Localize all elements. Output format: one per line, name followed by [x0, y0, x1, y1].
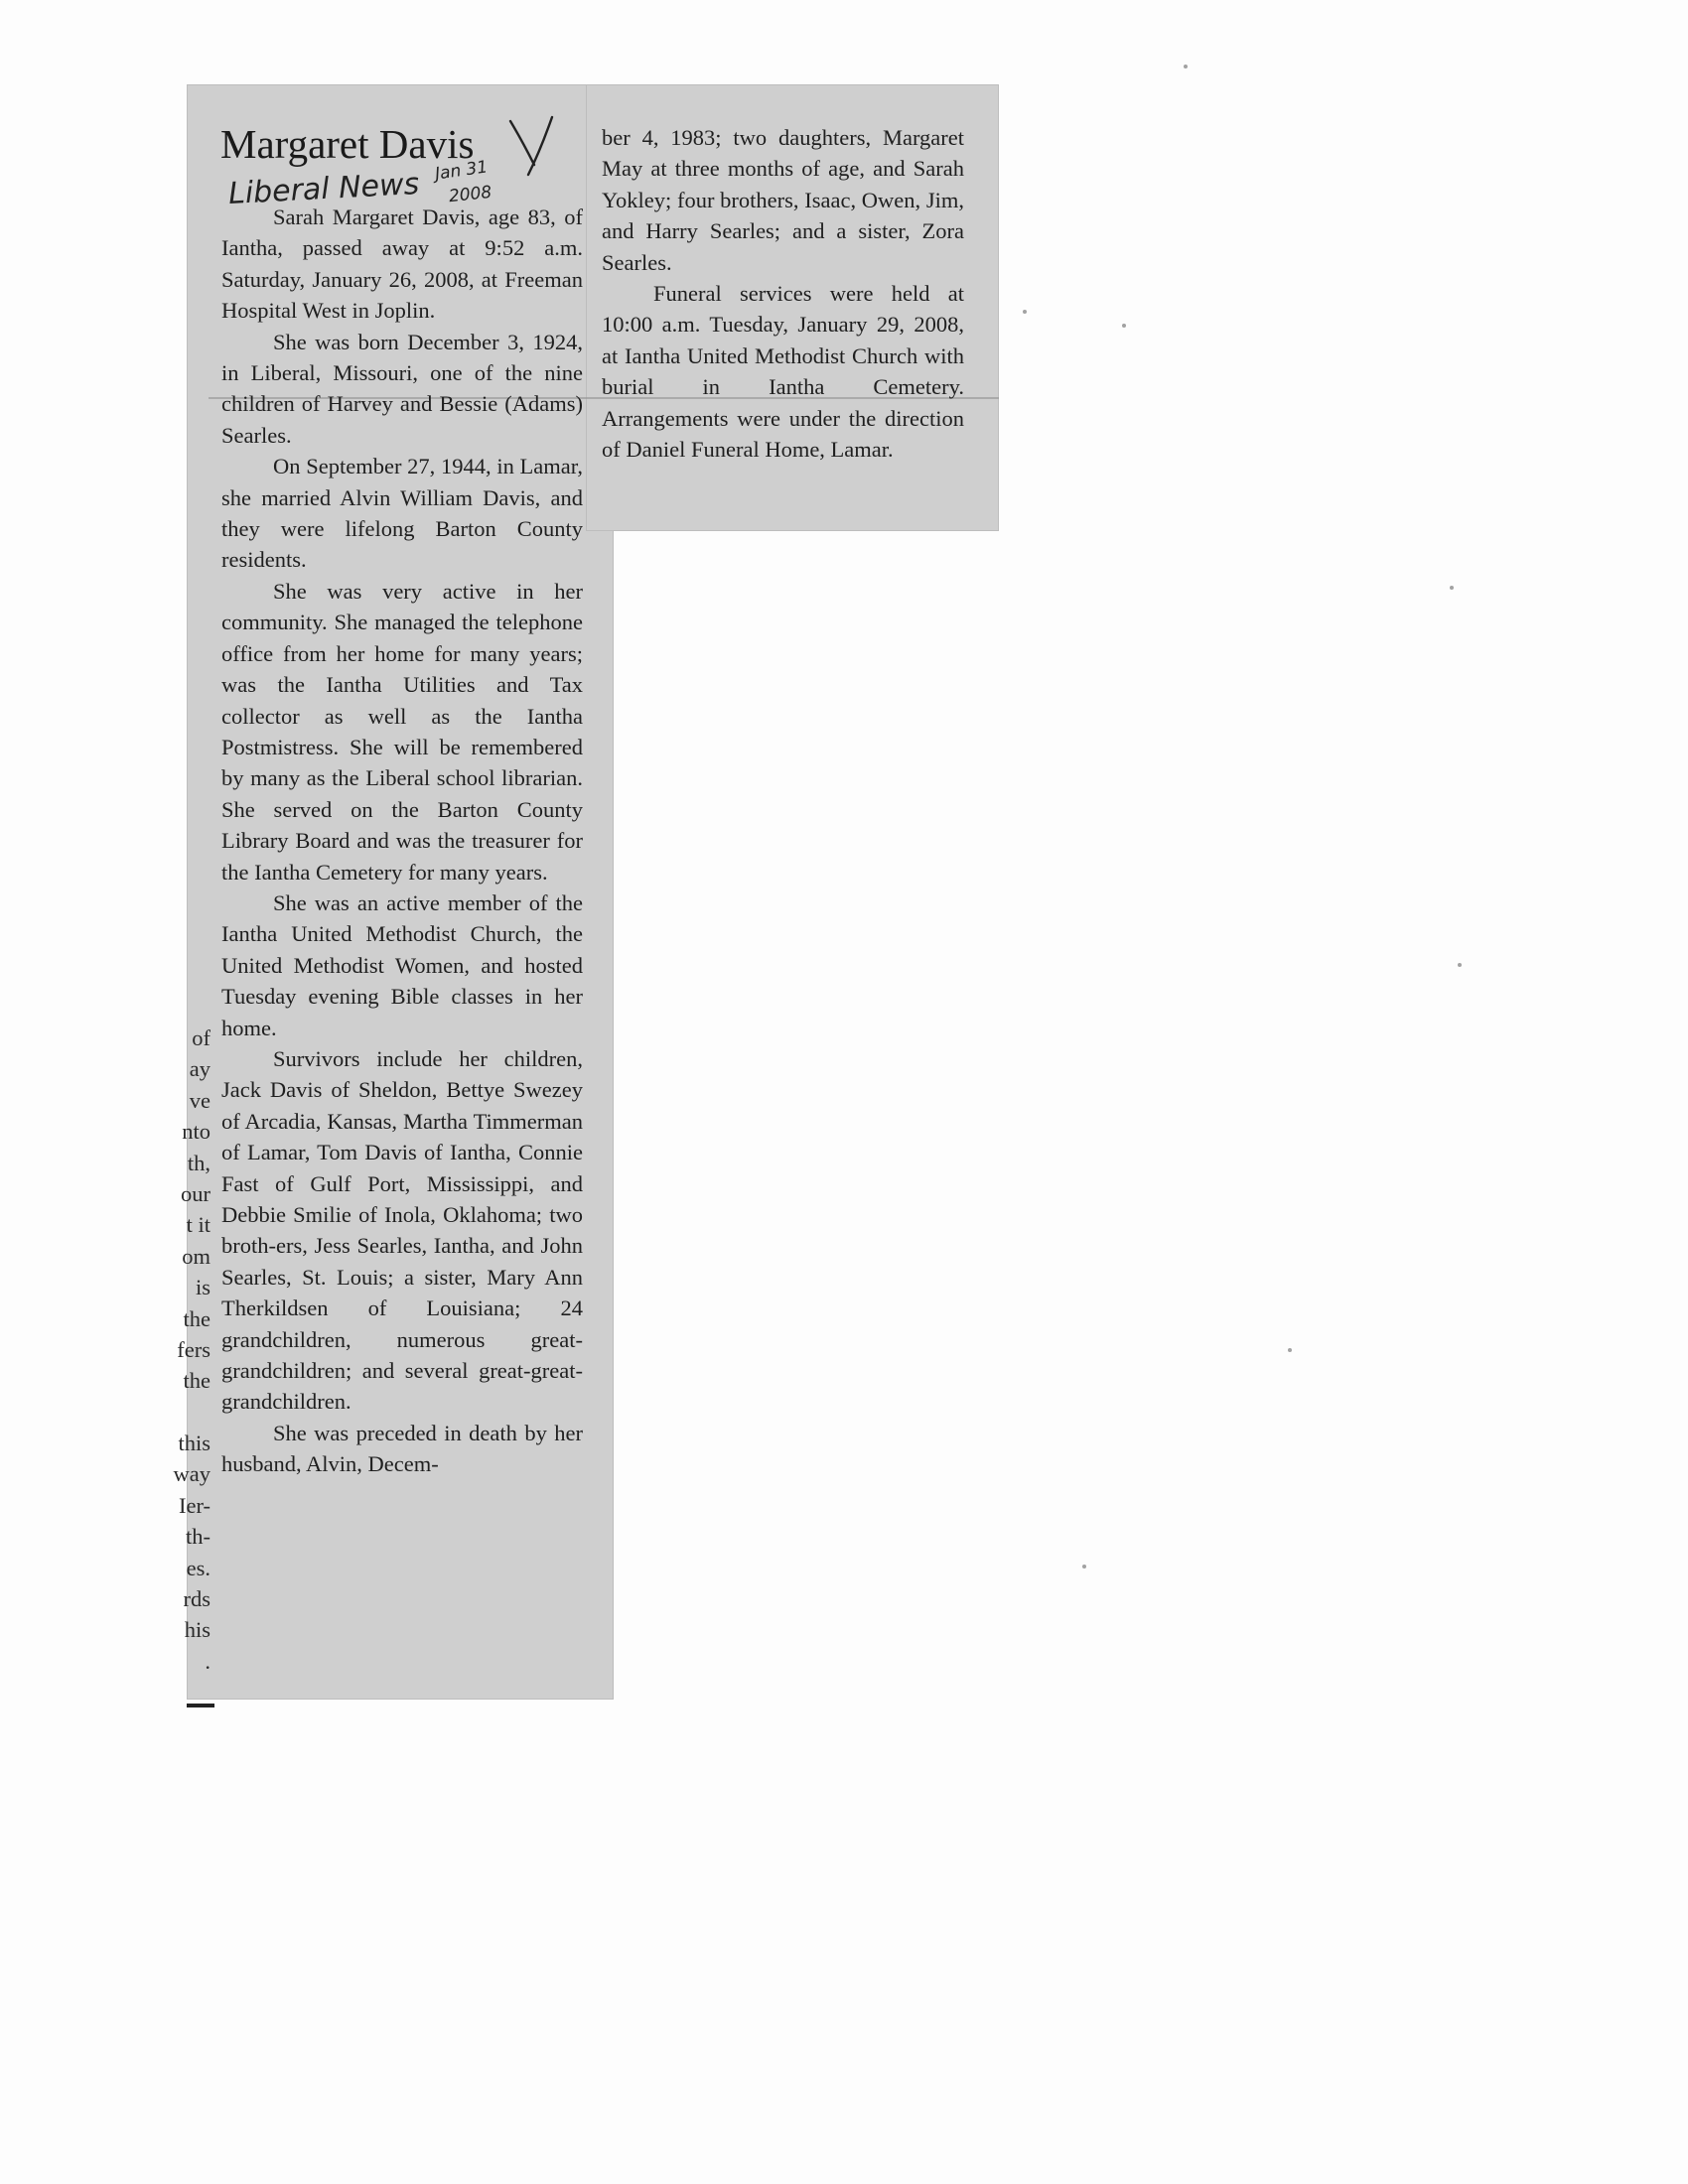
- text-fragment: this: [178, 1431, 211, 1456]
- adjacent-column-fragments: [161, 1023, 211, 1677]
- handwritten-source-note: Liberal News: [227, 166, 420, 212]
- scan-speck: [1082, 1565, 1086, 1569]
- text-fragment: ay: [189, 1056, 211, 1082]
- obituary-right-column: [602, 122, 964, 465]
- obituary-paragraph: On September 27, 1944, in Lamar, she married Alvin William Davis, and they were lifelong Barton County residents.: [221, 454, 583, 573]
- text-fragment: ve: [189, 1087, 211, 1113]
- obituary-paragraph: Survivors include her children, Jack Davis of Sheldon, Bettye Swezey of Arcadia, Kansas, Martha Timmerman of Lamar, Tom Davis of Iantha, Connie Fast of Gulf Port, Mississippi, and Debbie Smilie of Inola, Oklahoma; two broth-ers, Jess Searles, Iantha, and John Searles, St. Louis; a sister, Mary Ann Therkildsen of Louisiana; 24 grandchildren, numerous great-grandchildren; and several great-great-grandchildren.: [221, 1045, 583, 1415]
- handwritten-check-mark: [504, 111, 556, 191]
- obituary-paragraph: She was born December 3, 1924, in Liberal, Missouri, one of the nine children of Harvey and Bessie (Adams) Searles.: [221, 329, 583, 448]
- scan-speck: [1122, 324, 1126, 328]
- scan-speck: [1288, 1348, 1292, 1352]
- obituary-paragraph: ber 4, 1983; two daughters, Margaret May at three months of age, and Sarah Yokley; four brothers, Isaac, Owen, Jim, and Harry Searles; and a sister, Zora Searles.: [602, 125, 964, 275]
- text-fragment: .: [205, 1648, 211, 1674]
- text-fragment: t it: [186, 1212, 211, 1238]
- obituary-paragraph: Sarah Margaret Davis, age 83, of Iantha, passed away at 9:52 a.m. Saturday, January 26, 2008, at Freeman Hospital West in Joplin.: [221, 205, 583, 324]
- text-fragment: the: [183, 1368, 211, 1394]
- text-fragment: th,: [187, 1150, 211, 1175]
- clipping-cut-edge: [187, 1704, 214, 1707]
- scan-speck: [1023, 310, 1027, 314]
- text-fragment: [161, 1397, 211, 1428]
- obituary-paragraph: She was preceded in death by her husband, Alvin, Decem-: [221, 1420, 583, 1477]
- text-fragment: fers: [177, 1336, 211, 1362]
- text-fragment: our: [181, 1180, 211, 1206]
- text-fragment: the: [183, 1305, 211, 1331]
- text-fragment: way: [173, 1461, 211, 1487]
- obituary-paragraph: She was an active member of the Iantha United Methodist Church, the United Methodist Women, and hosted Tuesday evening Bible classes in her home.: [221, 889, 583, 1040]
- text-fragment: om: [182, 1243, 211, 1269]
- obituary-paragraph: Funeral services were held at 10:00 a.m. Tuesday, January 29, 2008, at Iantha United Methodist Church with burial in Iantha Cemetery. Arrangements were under the direction of Daniel Funeral Home, Lamar.: [602, 281, 964, 463]
- text-fragment: th-: [186, 1524, 211, 1550]
- text-fragment: Ier-: [178, 1492, 211, 1518]
- text-fragment: is: [195, 1275, 211, 1300]
- handwritten-date-month: Jan 31: [433, 157, 490, 185]
- text-fragment: of: [192, 1025, 211, 1050]
- obituary-left-column: [221, 202, 583, 1480]
- scan-speck: [1184, 65, 1188, 68]
- obituary-paragraph: She was very active in her community. She managed the telephone office from her home for many years; was the Iantha Utilities and Tax collector as well as the Iantha Postmistress. She will be remembered by many as the Liberal school librarian. She served on the Barton County Library Board and was the treasurer for the Iantha Cemetery for many years.: [221, 578, 583, 885]
- handwritten-date-year: 2008: [448, 182, 493, 207]
- scan-speck: [1450, 586, 1454, 590]
- text-fragment: his: [184, 1617, 211, 1643]
- text-fragment: es.: [186, 1555, 211, 1580]
- obituary-headline: Margaret Davis: [220, 121, 475, 167]
- text-fragment: nto: [182, 1119, 211, 1145]
- text-fragment: rds: [183, 1586, 211, 1612]
- scan-speck: [1458, 963, 1462, 967]
